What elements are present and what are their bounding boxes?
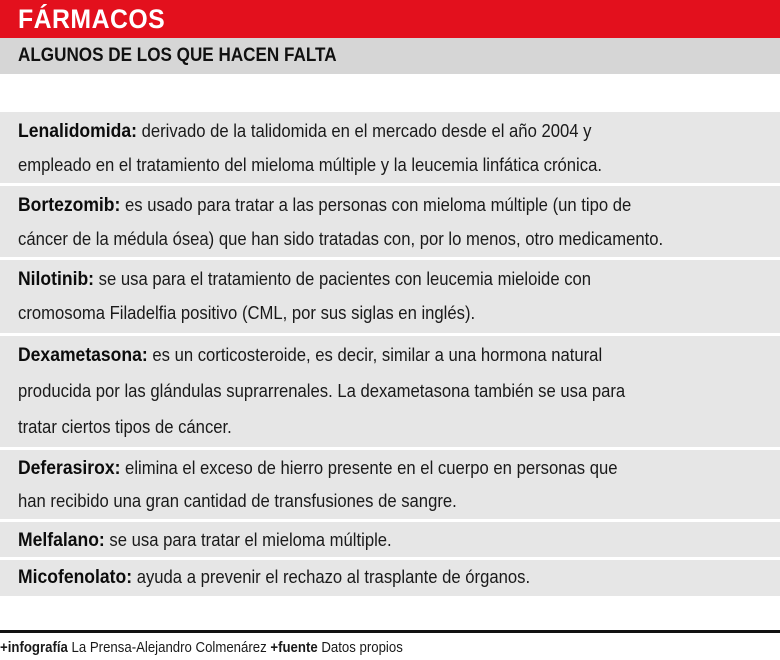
drug-description: elimina el exceso de hierro presente en el cuerpo en personas que	[125, 457, 618, 478]
list-item	[0, 186, 780, 260]
drug-description: cáncer de la médula ósea) que han sido tratadas con, por lo menos, otro medicamento.	[18, 228, 664, 249]
drug-description: es un corticosteroide, es decir, similar a una hormona natural	[152, 344, 603, 365]
drug-description: se usa para tratar el mieloma múltiple.	[109, 529, 392, 550]
drug-description: cromosoma Filadelfia positivo (CML, por sus siglas en inglés).	[18, 302, 476, 323]
drug-description: ayuda a prevenir el rechazo al trasplante de órganos.	[136, 566, 531, 587]
drug-description: producida por las glándulas suprarrenales. La dexametasona también se usa para	[18, 380, 626, 401]
drug-name: Melfalano:	[18, 529, 105, 551]
list-item	[0, 260, 780, 336]
drug-description: tratar ciertos tipos de cáncer.	[18, 416, 232, 437]
drug-description: han recibido una gran cantidad de transfusiones de sangre.	[18, 490, 457, 511]
fuente-label: +fuente	[270, 639, 318, 656]
list-item	[0, 112, 780, 186]
drug-description: se usa para el tratamiento de pacientes con leucemia mieloide con	[98, 268, 592, 289]
page-subtitle: ALGUNOS DE LOS QUE HACEN FALTA	[18, 45, 337, 66]
list-item	[0, 522, 780, 560]
drug-name: Nilotinib:	[18, 268, 95, 290]
drug-description: empleado en el tratamiento del mieloma múltiple y la leucemia linfática crónica.	[18, 154, 602, 175]
drug-name: Lenalidomida:	[18, 120, 137, 142]
page-title: FÁRMACOS	[18, 4, 166, 34]
footer-divider	[0, 630, 780, 633]
list-item	[0, 560, 780, 596]
infografia-label: +infografía	[0, 639, 68, 656]
subheader-bar	[0, 38, 780, 74]
list-item	[0, 336, 780, 450]
drug-list	[0, 112, 780, 596]
drug-name: Bortezomib:	[18, 194, 121, 216]
header-bar	[0, 0, 780, 38]
fuente-credit: Datos propios	[321, 639, 403, 656]
drug-name: Deferasirox:	[18, 457, 121, 479]
infografia-credit: La Prensa-Alejandro Colmenárez	[71, 639, 267, 656]
drug-description: es usado para tratar a las personas con mieloma múltiple (un tipo de	[125, 194, 632, 215]
list-item	[0, 450, 780, 522]
drug-name: Dexametasona:	[18, 344, 148, 366]
drug-description: derivado de la talidomida en el mercado desde el año 2004 y	[141, 120, 592, 141]
drug-name: Micofenolato:	[18, 566, 133, 588]
credits	[0, 637, 403, 659]
